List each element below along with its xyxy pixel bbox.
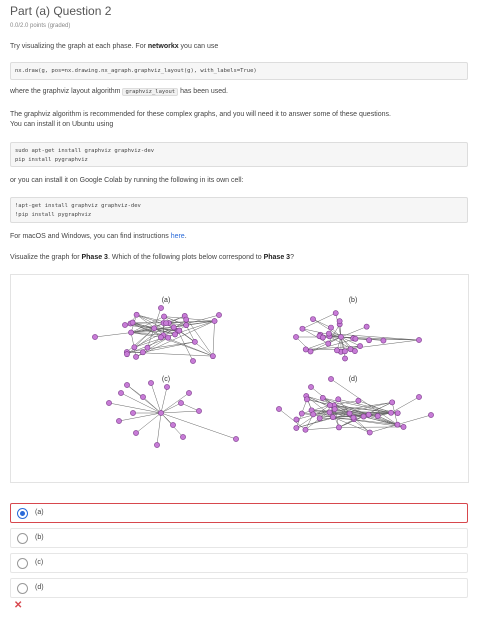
panel-d-node [276,406,281,411]
panel-d-node [299,411,304,416]
panel-d-node [428,412,433,417]
panel-c-node [170,422,175,427]
layout-suffix: has been used. [178,88,228,95]
option-c-label: (c) [35,559,44,566]
panel-a-edge [213,321,215,356]
code-ubuntu-line2: pip install pygraphviz [15,156,88,163]
panel-a-node [133,354,138,359]
panel-d-node [320,395,325,400]
radio-c[interactable] [17,558,28,569]
panel-a-node [130,320,135,325]
panel-d-node [347,411,352,416]
panel-label-b: (b) [348,297,358,304]
panel-a-node [140,350,145,355]
panel-d-node [332,407,337,412]
panel-a-edge [143,342,195,352]
panel-d-node [351,415,356,420]
panel-b-node [334,348,339,353]
panel-d-node [367,430,372,435]
panel-b-node [310,317,315,322]
panel-c-edge [136,413,161,433]
panel-d-node [328,376,333,381]
panel-c-node [124,382,129,387]
intro-prefix: Try visualizing the graph at each phase. For [10,43,148,50]
panel-a-node [184,317,189,322]
panel-label-c: (c) [161,376,171,383]
layout-inline-code: graphviz_layout [122,88,178,96]
panel-c-edge [181,403,199,411]
panel-d-edge [305,427,338,429]
panel-a-node [122,322,127,327]
x-mark-icon: ✕ [14,600,23,611]
panel-a-node [158,335,163,340]
panel-a-node [210,354,215,359]
panel-a-edge [164,317,215,321]
panel-d-node [336,397,341,402]
panel-b-node [328,325,333,330]
panel-a-edge [127,352,213,356]
panel-a-node [134,312,139,317]
panel-c-node [118,390,123,395]
panel-d-node [303,427,308,432]
panel-b-edge [313,319,331,327]
panel-a-node [212,318,217,323]
question-text [10,253,470,263]
panel-b-node [352,348,357,353]
mac-prefix: For macOS and Windows, you can find instructions [10,233,171,240]
panel-c-node [154,442,159,447]
panel-c-node [140,394,145,399]
option-b-label: (b) [35,534,44,541]
panel-b-hub [338,334,343,339]
panel-a-node [163,321,168,326]
panel-b-node [326,341,331,346]
panel-a-node [165,335,170,340]
panel-b-node [337,319,342,324]
panel-d-node [401,424,406,429]
panel-d-node [395,422,400,427]
radio-a[interactable] [17,508,28,519]
panel-a-node [132,345,137,350]
panel-c-edge [161,411,199,413]
panel-b-node [364,324,369,329]
panel-d-node [388,410,393,415]
panel-c-edge [161,393,189,413]
radio-b[interactable] [17,533,28,544]
panel-a-node [128,330,133,335]
panel-b-node [326,331,331,336]
code-ubuntu-line1: sudo apt-get install graphviz graphviz-dev [15,148,155,154]
panel-a-node [124,352,129,357]
question-suffix: ? [290,254,294,261]
graph-edges [95,308,431,445]
panel-c-edge [127,385,143,397]
panel-c-edge [161,403,181,413]
panel-b-node [300,326,305,331]
panel-c-edge [157,413,161,445]
panel-d-node [361,414,366,419]
panel-d-node [330,415,335,420]
code-colab-line2: !pip install pygraphviz [15,211,92,218]
panel-c-edge [119,413,161,421]
recommend-line1: The graphviz algorithm is recommended for these complex graphs, and you will need it to answer some of these questions. [10,111,391,118]
panel-b-node [320,335,325,340]
panel-a-node [92,334,97,339]
graph-plots-svg [11,275,468,482]
code-block-draw: nx.draw(g, pos=nx.drawing.nx_agraph.graphviz_layout(g), with_labels=True) [10,62,468,80]
panel-b-node [381,338,386,343]
mac-text [10,232,470,242]
panel-a-node [152,326,157,331]
panel-a-node [177,328,182,333]
panel-a-node [161,314,166,319]
panel-b-node [357,343,362,348]
panel-c-node [116,418,121,423]
panel-c-hub [158,410,163,415]
question-bold1: Phase 3 [81,254,108,261]
intro-bold: networkx [147,43,179,50]
question-prefix: Visualize the graph for [10,254,82,261]
panel-b-node [353,336,358,341]
panel-a-node [171,325,176,330]
intro-suffix: you can use [178,43,219,50]
panel-b-node [308,349,313,354]
panel-d-node [395,410,400,415]
panel-a-node [172,332,177,337]
panel-a-node [158,305,163,310]
option-d-label: (d) [35,584,44,591]
panel-a-node [184,323,189,328]
option-a-label: (a) [35,509,44,516]
option-c[interactable] [10,553,468,573]
panel-a-node [190,358,195,363]
panel-b-node [293,334,298,339]
panel-d-node [308,384,313,389]
code-block-ubuntu [10,142,468,167]
instructions-link[interactable]: here [170,233,185,240]
panel-b-node [342,349,347,354]
mac-suffix: . [184,233,187,240]
panel-a-node [192,339,197,344]
panel-d-node [294,417,299,422]
code-colab-line1: !apt-get install graphviz graphviz-dev [15,203,141,209]
panel-c-node [178,400,183,405]
recommend-line2: You can install it on Ubuntu using [10,121,114,128]
layout-text [10,87,470,98]
panel-c-node [130,410,135,415]
code-block-colab [10,197,468,223]
panel-c-node [186,390,191,395]
option-b[interactable] [10,528,468,548]
panel-c-node [164,384,169,389]
panel-d-node [416,394,421,399]
layout-prefix: where the graphviz layout algorithm [10,88,123,95]
panel-d-edge [391,397,419,413]
panel-b-node [366,338,371,343]
panel-b-node [303,347,308,352]
panel-d-node [327,403,332,408]
panel-a-node [216,312,221,317]
panel-d-node [311,412,316,417]
panel-a-node [145,345,150,350]
panel-c-node [148,380,153,385]
panel-c-node [180,434,185,439]
panel-d-node [294,425,299,430]
panel-b-node [333,311,338,316]
graph-plots-figure [10,274,469,483]
question-bold2: Phase 3 [263,254,291,261]
panel-b-node [342,356,347,361]
panel-label-d: (d) [348,376,358,383]
panel-d-node [317,416,322,421]
panel-c-node [133,430,138,435]
panel-d-node [390,400,395,405]
panel-d-node [366,412,371,417]
radio-d[interactable] [17,583,28,594]
panel-c-node [233,436,238,441]
panel-c-node [196,408,201,413]
points-label: 0.0/2.0 points (graded) [10,23,71,29]
panel-d-node [304,397,309,402]
option-a[interactable] [10,503,468,523]
panel-c-node [106,400,111,405]
panel-b-node [416,337,421,342]
question-mid: . Which of the following plots below correspond to [107,254,264,261]
panel-d-node [327,410,332,415]
panel-d-node [375,413,380,418]
panel-label-a: (a) [161,297,171,304]
panel-d-node [356,398,361,403]
intro-text [10,42,470,52]
question-title: Part (a) Question 2 [10,4,112,18]
option-d[interactable] [10,578,468,598]
panel-d-node [336,425,341,430]
colab-text: or you can install it on Google Colab by running the following in its own cell: [10,177,244,184]
